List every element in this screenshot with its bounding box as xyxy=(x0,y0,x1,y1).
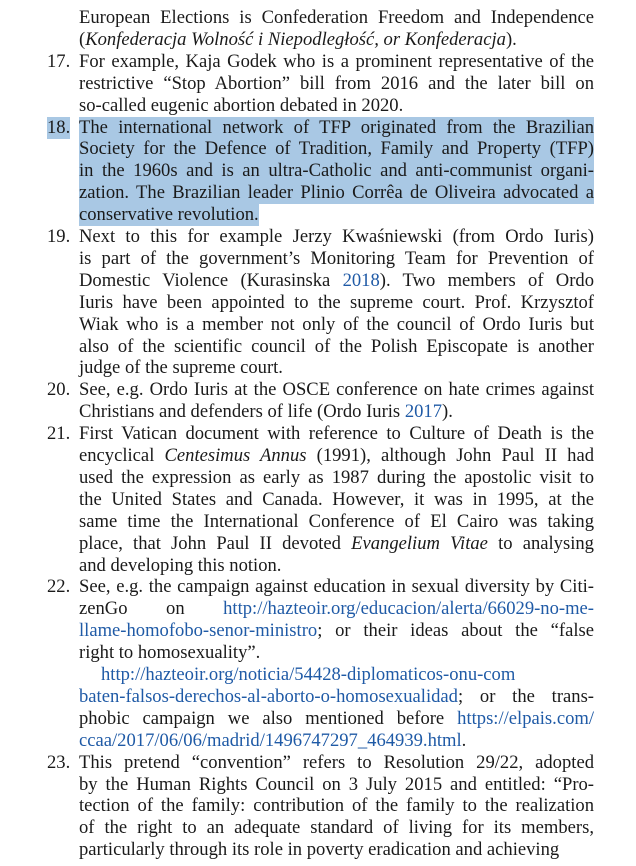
text-run: Domestic Violence (Kurasinska xyxy=(79,269,343,291)
text-run: . xyxy=(461,729,467,751)
text-run: also of the scientific council of the Polish Episcopate is another xyxy=(79,335,594,357)
footnote-line xyxy=(79,182,594,204)
text-run: in the 1960s and is an ultra-Catholic and anti-communist organi- xyxy=(79,160,594,182)
footnote-line xyxy=(79,839,559,861)
footnote-line xyxy=(79,270,594,292)
footnote-line xyxy=(79,401,453,423)
footnote-line xyxy=(79,774,594,796)
text-run: phobic campaign we also mentioned before xyxy=(79,707,458,729)
footnote-line xyxy=(79,576,594,598)
text-run: ( xyxy=(79,28,86,50)
footnote-line xyxy=(79,423,594,445)
footnote-line xyxy=(79,248,594,270)
footnote-line xyxy=(79,686,594,708)
text-run: zenGo on xyxy=(79,598,224,620)
footnote-line xyxy=(79,29,517,51)
text-run: particularly through its role in poverty eradication and achieving xyxy=(79,839,560,861)
text-run: place, that John Paul II devoted xyxy=(79,532,352,554)
text-run: encyclical xyxy=(79,445,165,466)
footnote-line xyxy=(79,708,594,730)
footnote-number: 18. xyxy=(47,116,71,138)
footnote-line xyxy=(79,730,466,752)
footnote-line xyxy=(79,817,594,839)
text-run: and developing this notion. xyxy=(79,554,282,576)
footnote-line xyxy=(79,795,594,817)
footnote-line xyxy=(101,664,515,686)
footnote-line xyxy=(79,204,259,226)
text-run: This pretend “convention” refers to Resolution 29/22, adopted xyxy=(79,751,594,773)
text-run: ). xyxy=(442,401,453,423)
text-run: ). xyxy=(505,28,517,50)
text-run: European Elections is Confederation Freedom and Independence xyxy=(79,7,594,28)
text-run: ; or their ideas about the “false xyxy=(317,620,594,642)
footnote-number: 23. xyxy=(47,751,71,773)
reference-link[interactable]: http://hazteoir.org/educacion/alerta/66029-no-me- xyxy=(223,598,594,620)
text-run: same time the International Conference of El Cairo was taking xyxy=(79,510,594,532)
text-run: is part of the government’s Monitoring Team for Prevention of xyxy=(79,247,594,269)
footnote-line xyxy=(79,357,283,379)
footnote-number: 22. xyxy=(47,576,71,598)
italic-title: Konfederacja Wolność i Niepodległość, or Konfederacja xyxy=(85,28,506,50)
footnote-line xyxy=(79,533,594,555)
text-run: Society for the Defence of Tradition, Family and Property (TFP) xyxy=(79,138,594,160)
text-run: Christians and defenders of life (Ordo Iuris xyxy=(79,401,405,423)
footnote-line xyxy=(79,117,594,139)
text-run: For example, Kaja Godek who is a prominent representative of the xyxy=(79,50,594,72)
text-run: zation. The Brazilian leader Plinio Corrêa de Oliveira advocated a xyxy=(79,182,594,204)
footnote-line xyxy=(79,752,594,774)
footnote-line xyxy=(79,73,594,95)
reference-link[interactable]: https://elpais.com/ xyxy=(457,707,594,729)
footnote-line xyxy=(79,598,594,620)
footnote-line xyxy=(79,51,594,73)
footnote-line xyxy=(79,642,260,664)
text-run: See, e.g. Ordo Iuris at the OSCE conference on hate crimes against xyxy=(79,379,594,401)
footnote-number: 17. xyxy=(47,50,71,72)
footnote-line xyxy=(79,555,281,577)
text-run: the United States and Canada. However, it was in 1995, at the xyxy=(79,488,594,510)
footnote-line xyxy=(79,467,594,489)
italic-title: Centesimus Annus xyxy=(164,445,307,466)
text-run: conservative revolution. xyxy=(79,204,259,226)
reference-link[interactable]: 2017 xyxy=(404,401,443,423)
footnote-line xyxy=(79,292,594,314)
text-run: ; or the trans- xyxy=(457,685,594,707)
text-run: Iuris have been appointed to the supreme court. Prof. Krzysztof xyxy=(79,291,594,313)
text-run: of the right to an adequate standard of living for its members, xyxy=(79,817,594,839)
footnote-line xyxy=(79,445,594,467)
text-run: First Vatican document with reference to Culture of Death is the xyxy=(79,423,594,445)
reference-link[interactable]: http://hazteoir.org/noticia/54428-diplomaticos-onu-com xyxy=(101,664,516,685)
footnote-line xyxy=(79,314,594,336)
reference-link[interactable]: baten-falsos-derechos-al-aborto-o-homosexualidad xyxy=(79,685,458,707)
footnote-line xyxy=(79,7,594,29)
text-run: (1991), although John Paul II had xyxy=(306,445,595,466)
text-run: restrictive “Stop Abortion” bill from 2016 and the later bill on xyxy=(79,72,594,94)
text-run: The international network of TFP originated from the Brazilian xyxy=(79,116,594,138)
reference-link[interactable]: 2018 xyxy=(342,269,380,291)
footnote-line xyxy=(79,336,594,358)
footnote-line xyxy=(79,138,594,160)
footnote-line xyxy=(79,620,594,642)
footnote-line xyxy=(79,489,594,511)
footnote-line xyxy=(79,226,594,248)
footnote-line xyxy=(79,511,594,533)
footnote-number: 20. xyxy=(47,379,71,401)
text-run: so-called eugenic abortion debated in 2020. xyxy=(79,94,404,116)
footnote-line xyxy=(79,95,403,117)
text-run: used the expression as early as 1987 during the apostolic visit to xyxy=(79,466,594,488)
text-run: See, e.g. the campaign against education in sexual diversity by Citi- xyxy=(79,576,594,598)
footnote-number: 21. xyxy=(47,423,71,445)
text-run: to analysing xyxy=(487,532,594,554)
text-run: right to homosexuality”. xyxy=(79,642,261,664)
text-run: Next to this for example Jerzy Kwaśniewski (from Ordo Iuris) xyxy=(79,226,594,247)
footnote-line xyxy=(79,379,594,401)
text-run: judge of the supreme court. xyxy=(79,357,283,379)
italic-title: Evangelium Vitae xyxy=(351,532,488,554)
text-run: tection of the family: contribution of the family to the realization xyxy=(79,795,594,817)
reference-link[interactable]: llame-homofobo-senor-ministro xyxy=(79,620,318,642)
text-run: by the Human Rights Council on 3 July 2015 and entitled: “Pro- xyxy=(79,773,594,795)
text-run: Wiak who is a member not only of the council of Ordo Iuris but xyxy=(79,313,594,335)
footnote-number: 19. xyxy=(47,226,71,247)
text-run: ). Two members of Ordo xyxy=(379,269,594,291)
reference-link[interactable]: ccaa/2017/06/06/madrid/1496747297_464939.html xyxy=(79,729,462,751)
footnote-line xyxy=(79,160,594,182)
